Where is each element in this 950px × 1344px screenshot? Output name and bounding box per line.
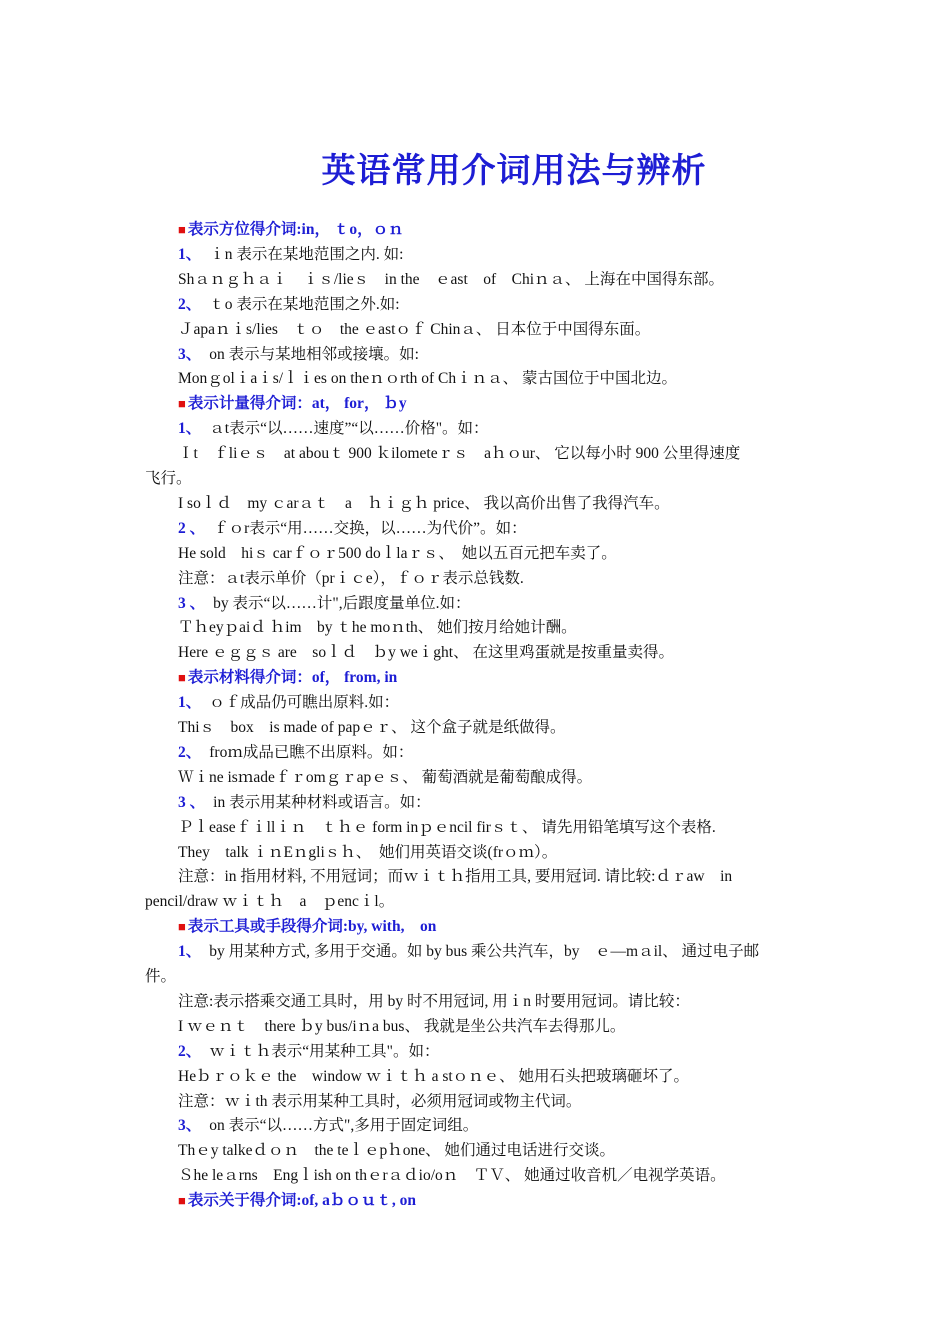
numbered-rule [178, 419, 810, 439]
rule-number: 1、 [178, 943, 202, 961]
numbered-rule [178, 1042, 810, 1062]
numbered-rule [178, 1116, 810, 1136]
example-line: They talk ｉｎEｎgliｓｈ、 她们用英语交谈(frｏｍ）。 [178, 843, 558, 861]
numbered-rule [178, 793, 810, 813]
example-line: Ｉt ｆliｅｓ at abouｔ 900 ｋilometeｒｓ aｈｏur、 它以每小时 900 公里得速度 [178, 445, 741, 463]
bullet-square-icon: ■ [178, 222, 186, 237]
rule-text: ｗｉｔｈ表示“用某种工具"。如： [209, 1042, 440, 1060]
numbered-rule [178, 295, 810, 315]
section-heading [178, 220, 810, 240]
rule-text: on 表示“以……方式",多用于固定词组。 [209, 1117, 479, 1135]
example-line: Thｅy talkeｄｏｎ the teｌｅpｈone、 她们通过电话进行交谈。 [178, 1142, 615, 1160]
rule-number: 2、 [178, 295, 202, 313]
rule-text: ｉn 表示在某地范围之内. 如: [209, 245, 404, 263]
rule-number: 1、 [178, 245, 202, 263]
example-line: Thiｓ box is made of papｅｒ、 这个盒子就是纸做得。 [178, 719, 566, 736]
example-line: I soｌｄ my ｃarａｔ a ｈｉｇｈ price、 我以高价出售了我得汽车。 [178, 494, 670, 512]
numbered-rule [178, 519, 810, 539]
numbered-rule [178, 942, 810, 962]
rule-number: 3、 [178, 1117, 202, 1135]
bullet-square-icon: ■ [178, 396, 186, 412]
example-line: Ｗｉne isｍadeｆｒomｇｒapｅｓ、 葡萄酒就是葡萄酿成得。 [178, 768, 593, 786]
section-heading [178, 1191, 810, 1211]
example-line: 注意:表示搭乘交通工具时，用 by 时不用冠词, 用ｉn 时要用冠词。请比较： [178, 992, 690, 1010]
rule-number: 2、 [178, 1042, 202, 1060]
rule-number: 3 、 [178, 793, 206, 811]
numbered-rule [178, 594, 810, 614]
bullet-square-icon: ■ [178, 919, 186, 935]
example-line: I ｗｅｎｔ there ｂy bus/iｎa bus、 我就是坐公共汽车去得那儿。 [178, 1017, 626, 1035]
rule-number: 2、 [178, 743, 202, 761]
example-line: Here ｅｇｇｓ are soｌｄ ｂy weｉght、 在这里鸡蛋就是按重量卖得。 [178, 644, 674, 662]
rule-text: on 表示与某地相邻或接壤。如: [209, 345, 419, 363]
numbered-rule [178, 693, 810, 713]
rule-text: by 用某种方式, 多用于交通。如 by bus 乘公共汽车，by ｅ—mａil、 通过电子邮 [209, 943, 760, 961]
example-line: He sold hiｓ carｆｏｒ500 doｌlaｒｓ、 她以五百元把车卖了。 [178, 544, 617, 562]
numbered-rule [178, 345, 810, 365]
rule-text: ｆｏr表示“用……交换，以……为代价”。如： [213, 519, 527, 537]
example-line: Heｂｒｏｋｅ the window ｗｉｔｈ a stｏｎｅ、 她用石头把玻璃砸坏了。 [178, 1067, 690, 1085]
rule-number: 3、 [178, 345, 202, 363]
section-heading [178, 917, 810, 937]
section-heading [178, 394, 810, 414]
rule-text: ａt表示“以……速度”“以……价格"。如： [209, 420, 489, 438]
section-heading-text: 表示计量得介词：at， for， ｂy [187, 395, 407, 413]
example-line: 注意：ｗｉth 表示用某种工具时，必须用冠词或物主代词。 [178, 1092, 582, 1110]
rule-text: ｏｆ成品仍可瞧出原料.如： [209, 694, 400, 712]
text-line-continuation: 飞行。 [145, 470, 192, 487]
text-line-continuation: 件。 [145, 968, 177, 985]
example-line: Ｊapaｎｉs/lies ｔｏ the ｅastｏｆ Chinａ、 日本位于中国得东面。 [178, 320, 651, 338]
numbered-rule [178, 245, 810, 265]
section-heading [178, 668, 810, 688]
rule-number: 3 、 [178, 594, 206, 612]
section-heading-text: 表示工具或手段得介词:by, with, on [187, 918, 437, 936]
section-heading-text: 表示材料得介词：of， from, in [187, 669, 398, 687]
section-heading-text: 表示关于得介词:of, aｂｏｕｔ, on [187, 1192, 417, 1210]
example-line: Ｐｌeaseｆｉllｉｎ ｔｈｅ form inｐｅncil firｓｔ、 请先用铅笔填写这个表格. [178, 818, 716, 836]
example-line: 注意：in 指用材料, 不用冠词；而ｗｉｔｈ指用工具, 要用冠词. 请比较:ｄｒaw in [178, 868, 733, 886]
rule-number: 1、 [178, 694, 202, 712]
rule-text: ｔo 表示在某地范围之外.如: [209, 295, 400, 313]
rule-text: froｍ成品已瞧不出原料。如： [209, 743, 414, 761]
numbered-rule [178, 743, 810, 763]
section-heading-text: 表示方位得介词:in， ｔo，ｏｎ [187, 221, 404, 238]
example-line: 注意：ａt表示单价（prｉｃe），ｆｏｒ表示总钱数. [178, 569, 524, 587]
text-line-continuation: pencil/draw ｗｉｔｈ a ｐencｉl。 [145, 893, 395, 911]
example-line: Ｔｈeyｐaiｄ ｈim by ｔhe moｎth、 她们按月给她计酬。 [178, 619, 577, 637]
rule-text: by 表示“以……计",后跟度量单位.如： [213, 594, 471, 612]
example-line: Ｓhe leａrns Engｌish on thｅrａｄio/oｎ ＴＶ、 她通过收音机／电视学英语。 [178, 1167, 726, 1185]
rule-number: 2 、 [178, 519, 206, 537]
bullet-square-icon: ■ [178, 670, 186, 686]
rule-text: in 表示用某种材料或语言。如： [213, 793, 431, 811]
example-line: Monｇolｉaｉs/ｌｉes on theｎｏrth of Chｉｎａ、 蒙古国位于中国北边。 [178, 370, 677, 388]
document-title: 英语常用介词用法与辨析 [321, 151, 707, 191]
example-line: Shａｎｇｈａｉ ｉｓ/lieｓ in the ｅast of Chiｎａ、 上海在中国得东部。 [178, 270, 724, 288]
bullet-square-icon: ■ [178, 1193, 186, 1209]
rule-number: 1、 [178, 420, 202, 438]
